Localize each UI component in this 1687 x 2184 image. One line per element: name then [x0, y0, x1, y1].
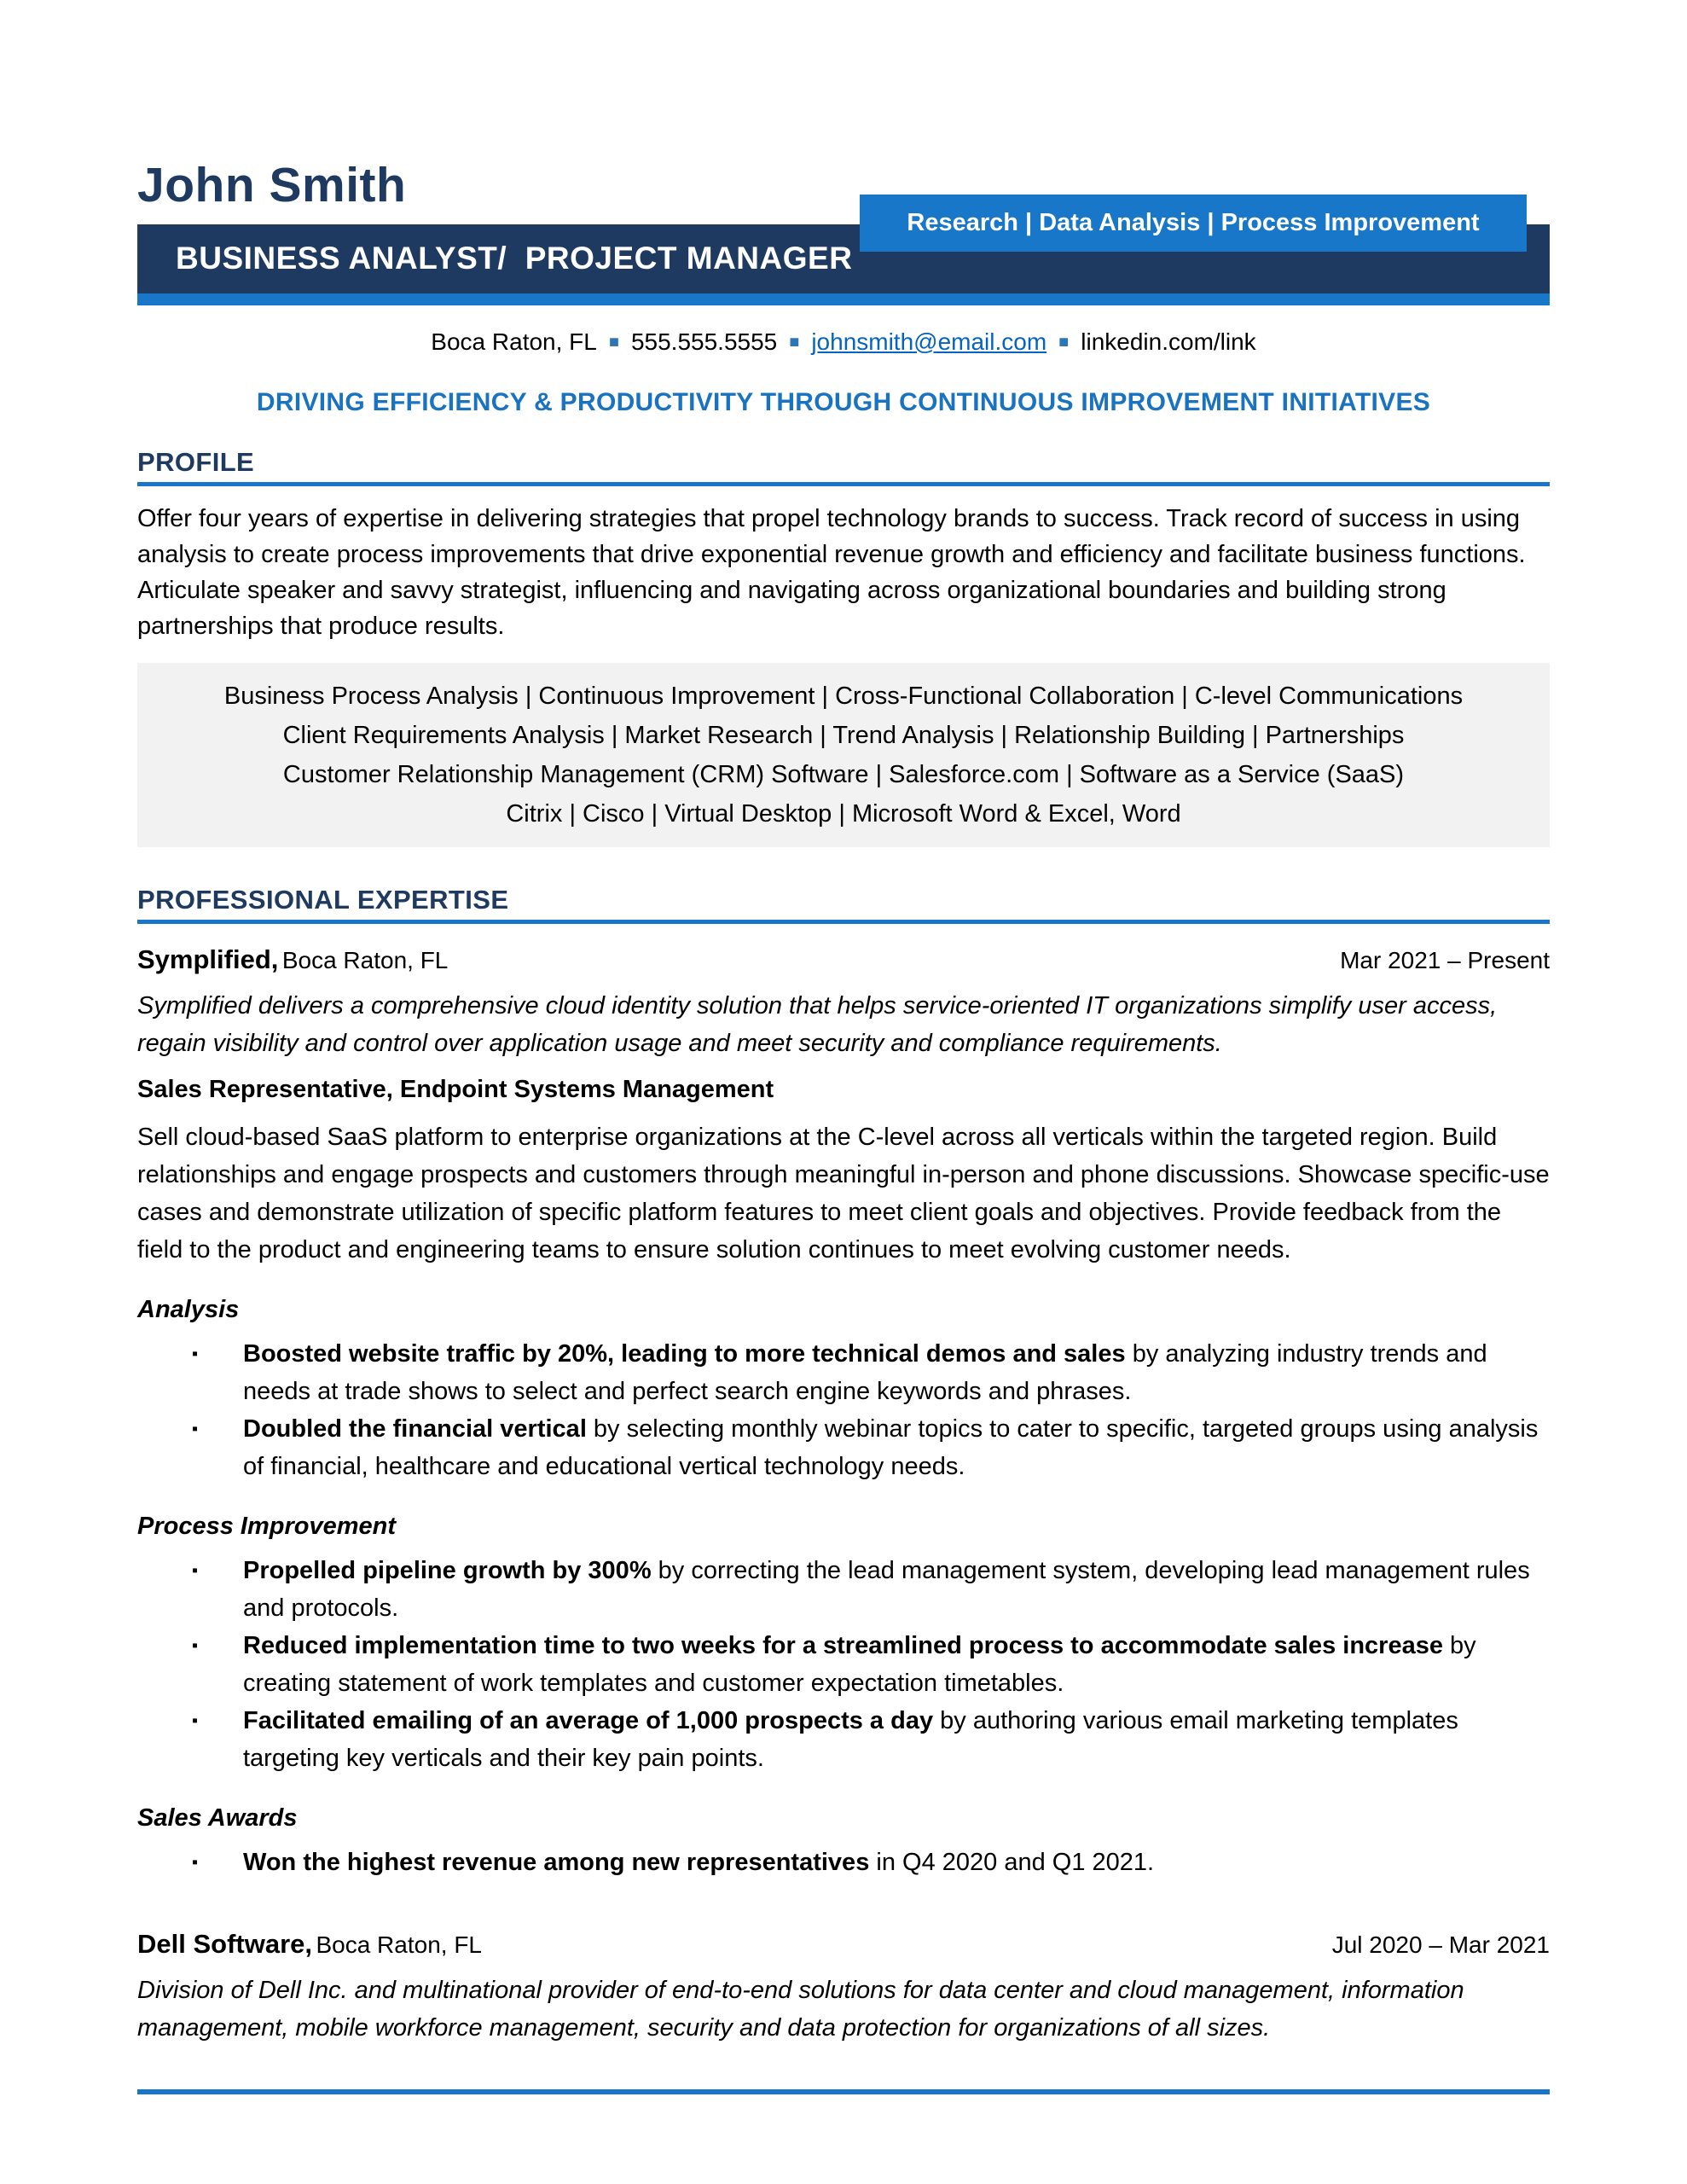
company-name: Dell Software,	[137, 1928, 312, 1959]
job-dates: Jul 2020 – Mar 2021	[1331, 1931, 1550, 1958]
bullet-bold-lead: Doubled the financial vertical	[243, 1414, 587, 1443]
bullet-square-icon: ▪	[192, 1560, 199, 1580]
bullet-rest: by authoring various email marketing templates targeting key verticals and their key pain points.	[243, 1706, 1458, 1772]
bullet-text	[243, 1702, 1550, 1777]
list-item	[137, 1552, 1550, 1627]
achievement-list	[137, 1552, 1550, 1777]
bullet-rest: by correcting the lead management system, developing lead management rules and protocols.	[243, 1556, 1530, 1622]
company-description: Symplified delivers a comprehensive cloud identity solution that helps service-oriented IT organizations simplify user access, regain visibility and control over application usage and meet security and compliance requirements.	[137, 991, 1498, 1057]
skills-line: Business Process Analysis | Continuous Improvement | Cross-Functional Collaboration | C-level Communications	[223, 682, 1464, 710]
contact-email-link[interactable]: johnsmith@email.com	[811, 328, 1047, 355]
skills-line: Citrix | Cisco | Virtual Desktop | Microsoft Word & Excel, Word	[506, 799, 1181, 828]
skills-box	[137, 663, 1550, 847]
company-name: Symplified,	[137, 944, 279, 974]
bullet-bold-lead: Reduced implementation time to two weeks for a streamlined process to accommodate sales increase	[243, 1631, 1443, 1659]
bullet-bold-lead: Won the highest revenue among new representatives	[243, 1848, 870, 1876]
list-item	[137, 1627, 1550, 1702]
company-description: Division of Dell Inc. and multinational provider of end-to-end solutions for data center and cloud management, information management, mobile workforce management, security and data protection for organizations of all sizes.	[137, 1976, 1464, 2042]
contact-location: Boca Raton, FL	[431, 328, 597, 355]
resume-content	[137, 0, 1550, 2094]
separator-square-icon: ■	[789, 332, 800, 351]
achievement-group-label: Process Improvement	[137, 1512, 397, 1540]
role-description: Sell cloud-based SaaS platform to enterprise organizations at the C-level across all verticals within the targeted region. Build relationships and engage prospects and customers through meaningful in-person and phone discussions. Showcase specific-use cases and demonstrate utilization of specific platform features to meet client goals and objectives. Provide feedback from the field to the product and engineering teams to ensure solution continues to meet evolving customer needs.	[137, 1123, 1550, 1263]
job-header-row	[137, 944, 1550, 980]
company-location: Boca Raton, FL	[316, 1931, 483, 1958]
job-header-row	[137, 1929, 1550, 1965]
bullet-square-icon: ▪	[192, 1635, 199, 1655]
profile-section-heading: PROFILE	[137, 446, 255, 477]
bullet-square-icon: ▪	[192, 1711, 199, 1730]
bullet-bold-lead: Propelled pipeline growth by 300%	[243, 1556, 652, 1584]
achievement-group-label: Analysis	[137, 1295, 240, 1323]
list-item	[137, 1844, 1550, 1881]
achievement-list	[137, 1844, 1550, 1881]
section-rule	[137, 920, 1550, 924]
contact-phone: 555.555.5555	[630, 328, 778, 355]
achievement-list	[137, 1335, 1550, 1485]
separator-square-icon: ■	[1058, 332, 1070, 351]
specialties-badge-label: Research | Data Analysis | Process Improvement	[907, 208, 1480, 236]
bullet-bold-lead: Facilitated emailing of an average of 1,000 prospects a day	[243, 1706, 934, 1734]
bullet-rest: by selecting monthly webinar topics to cater to specific, targeted groups using analysis of financial, healthcare and educational vertical technology needs.	[243, 1414, 1539, 1480]
bullet-square-icon: ▪	[192, 1419, 199, 1438]
list-item	[137, 1410, 1550, 1485]
bullet-rest: by creating statement of work templates and customer expectation timetables.	[243, 1631, 1476, 1697]
separator-square-icon: ■	[608, 332, 619, 351]
job-dates: Mar 2021 – Present	[1340, 946, 1550, 973]
skills-line: Customer Relationship Management (CRM) Software | Salesforce.com | Software as a Service (SaaS)	[282, 760, 1405, 788]
accent-strip	[137, 293, 1550, 305]
list-item	[137, 1702, 1550, 1777]
experience-section-heading: PROFESSIONAL EXPERTISE	[137, 884, 509, 915]
bullet-text	[243, 1627, 1550, 1702]
profile-paragraph: Offer four years of expertise in delivering strategies that propel technology brands to success. Track record of success in using analysis to create process improvements that drive exponential revenue growth and efficiency and facilitate business functions. Articulate speaker and savvy strategist, influencing and navigating across organizational boundaries and building strong partnerships that produce results.	[137, 504, 1526, 640]
bullet-square-icon: ▪	[192, 1852, 199, 1872]
role-title: Sales Representative, Endpoint Systems Management	[137, 1075, 774, 1103]
list-item	[137, 1335, 1550, 1410]
bullet-text	[243, 1552, 1550, 1627]
branding-headline: DRIVING EFFICIENCY & PRODUCTIVITY THROUGH CONTINUOUS IMPROVEMENT INITIATIVES	[256, 387, 1431, 416]
page-bottom-rule	[137, 2089, 1550, 2094]
contact-line	[137, 328, 1550, 357]
job-title: BUSINESS ANALYST/ PROJECT MANAGER	[176, 241, 853, 276]
achievement-group-label: Sales Awards	[137, 1804, 298, 1832]
skills-line: Client Requirements Analysis | Market Research | Trend Analysis | Relationship Building | Partnerships	[282, 721, 1405, 749]
bullet-text	[243, 1335, 1550, 1410]
specialties-badge	[860, 195, 1527, 252]
section-rule	[137, 482, 1550, 486]
candidate-name: John Smith	[137, 158, 407, 212]
bullet-text	[243, 1410, 1550, 1485]
job-company-location	[137, 944, 448, 980]
bullet-rest: by analyzing industry trends and needs at trade shows to select and perfect search engine keywords and phrases.	[243, 1339, 1487, 1405]
bullet-bold-lead: Boosted website traffic by 20%, leading to more technical demos and sales	[243, 1339, 1126, 1368]
job-title-bar	[137, 208, 1550, 293]
contact-linkedin: linkedin.com/link	[1081, 328, 1256, 355]
job-company-location	[137, 1929, 482, 1965]
company-location: Boca Raton, FL	[281, 946, 449, 973]
bullet-square-icon: ▪	[192, 1344, 199, 1363]
bullet-text	[243, 1844, 1550, 1881]
bullet-rest: in Q4 2020 and Q1 2021.	[869, 1848, 1155, 1876]
